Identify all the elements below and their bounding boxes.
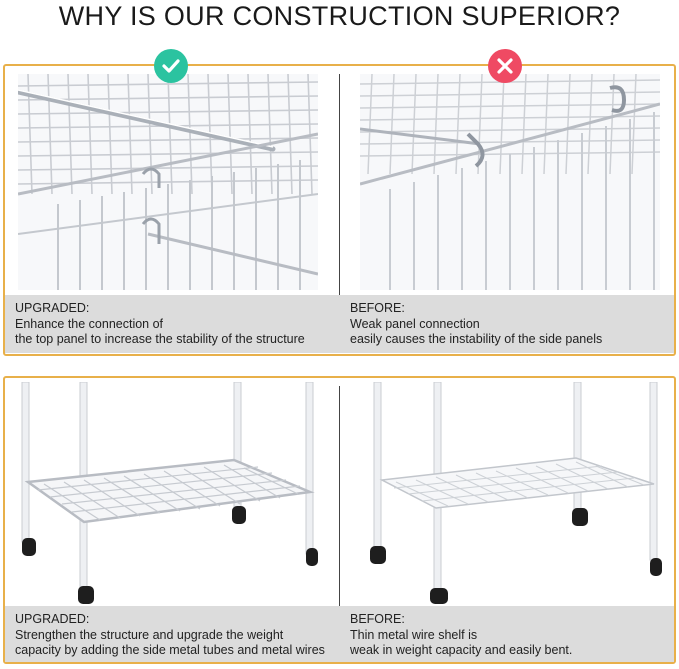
caption-line: easily causes the instability of the side panels <box>350 332 603 346</box>
caption-heading: UPGRADED: <box>15 301 90 315</box>
caption-line: the top panel to increase the stability of the structure <box>15 332 305 346</box>
before-shelf-image <box>352 382 668 604</box>
upgraded-bottom-caption <box>5 606 340 662</box>
before-top-caption <box>340 295 674 353</box>
before-bottom-caption <box>340 606 674 662</box>
upgraded-top-caption <box>5 295 340 353</box>
cross-badge <box>488 49 522 83</box>
caption-heading: BEFORE: <box>350 612 405 626</box>
caption-heading: UPGRADED: <box>15 612 90 626</box>
check-badge <box>154 49 188 83</box>
caption-line: Enhance the connection of <box>15 317 164 331</box>
caption-heading: BEFORE: <box>350 301 405 315</box>
caption-line: Strengthen the structure and upgrade the weight <box>15 628 284 642</box>
caption-line: Weak panel connection <box>350 317 480 331</box>
upgraded-shelf-image <box>8 382 330 604</box>
caption-line: Thin metal wire shelf is <box>350 628 478 642</box>
caption-line: capacity by adding the side metal tubes and metal wires <box>15 643 325 657</box>
before-cage-top-image <box>360 74 660 290</box>
cross-icon <box>494 55 516 77</box>
page-title: WHY IS OUR CONSTRUCTION SUPERIOR? <box>58 1 621 31</box>
upgraded-cage-top-image <box>18 74 318 290</box>
check-icon <box>160 55 182 77</box>
caption-line: weak in weight capacity and easily bent. <box>350 643 573 657</box>
